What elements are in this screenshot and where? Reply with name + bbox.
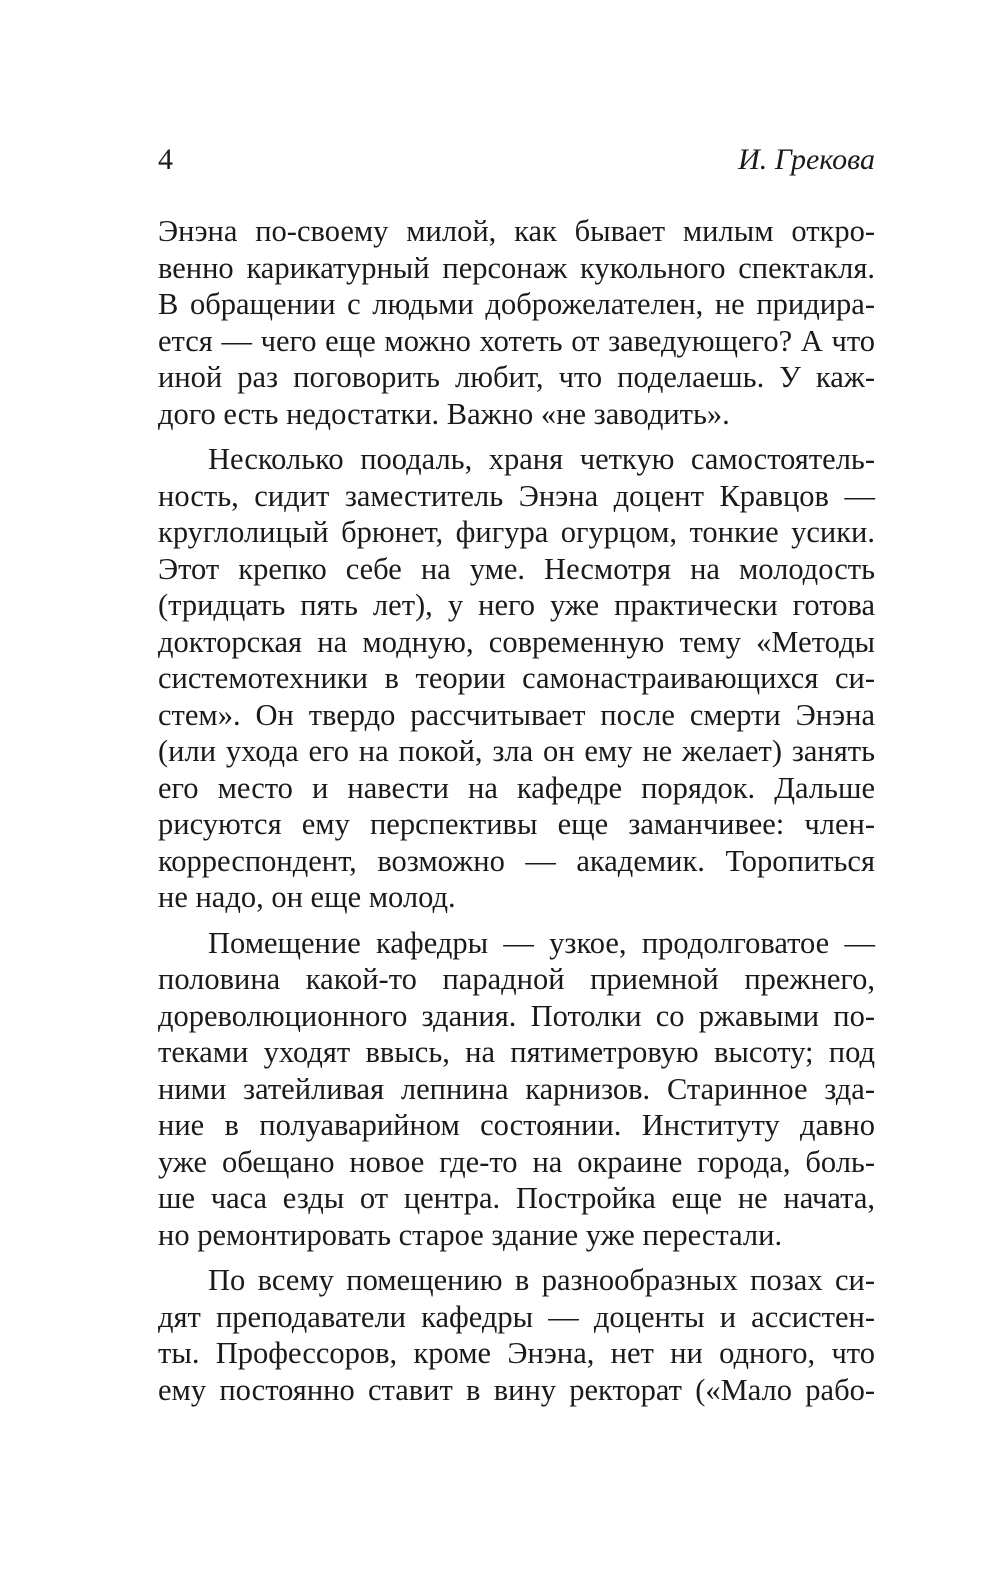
text-line: В обращении с людьми доброжелателен, не придира-: [158, 287, 875, 321]
text-line: Несколько поодаль, храня четкую самостоятель-: [208, 442, 875, 476]
text-line: дят преподаватели кафедры — доценты и ассистен-: [158, 1299, 875, 1334]
text-line: ты. Профессоров, кроме Энэна, нет ни одного, что: [158, 1336, 875, 1370]
text-line: Этот крепко себе на уме. Несмотря на молодость: [158, 551, 875, 586]
text-line: системотехники в теории самонастраивающихся си-: [158, 661, 875, 695]
text-line: венно карикатурный персонаж кукольного спектакля.: [158, 250, 875, 285]
text-line: ется — чего еще можно хотеть от заведующего? А что: [158, 323, 875, 358]
text-line: докторская на модную, современную тему «Методы: [158, 624, 875, 659]
text-line: (тридцать пять лет), у него уже практически готова: [158, 588, 875, 622]
text-line: Энэна по-своему милой, как бывает милым откро-: [158, 214, 875, 248]
text-line: уже обещано новое где-то на окраине города, боль-: [158, 1144, 875, 1179]
text-line: рисуются ему перспективы еще заманчивее: член-: [158, 807, 875, 841]
running-title-author: И. Грекова: [738, 143, 875, 176]
text-line: ними затейливая лепнина карнизов. Старинное зда-: [158, 1071, 875, 1106]
text-line: (или ухода его на покой, зла он ему не желает) занять: [158, 734, 875, 768]
text-line: его место и навести на кафедре порядок. Дальше: [158, 770, 875, 805]
text-line: не надо, он еще молод.: [158, 880, 456, 914]
text-line: половина какой-то парадной приемной прежнего,: [158, 962, 875, 996]
text-line: ность, сидит заместитель Энэна доцент Кравцов —: [158, 478, 875, 513]
text-line: но ремонтировать старое здание уже перестали.: [158, 1217, 783, 1252]
text-line: ше часа езды от центра. Постройка еще не начата,: [158, 1181, 875, 1215]
paragraph-3: [158, 925, 875, 1254]
text-line: корреспондент, возможно — академик. Торопиться: [158, 843, 875, 878]
text-line: дого есть недостатки. Важно «не заводить».: [158, 396, 730, 431]
text-line: дореволюционного здания. Потолки со ржавыми по-: [158, 998, 875, 1033]
text-line: ему постоянно ставит в вину ректорат («Мало рабо-: [158, 1372, 875, 1407]
paragraph-1: [158, 213, 875, 432]
text-line: иной раз поговорить любит, что поделаешь. У каж-: [158, 360, 875, 394]
text-line: теками уходят ввысь, на пятиметровую высоту; под: [158, 1035, 875, 1069]
text-line: Помещение кафедры — узкое, продолговатое —: [208, 925, 875, 960]
text-line: По всему помещению в разнообразных позах си-: [208, 1263, 875, 1297]
text-line: стем». Он твердо рассчитывает после смерти Энэна: [158, 697, 875, 732]
text-line: круглолицый брюнет, фигура огурцом, тонкие усики.: [158, 515, 875, 549]
running-head: [158, 138, 875, 182]
page-number: 4: [158, 143, 173, 176]
paragraph-4: [158, 1262, 875, 1408]
text-line: ние в полуаварийном состоянии. Институту давно: [158, 1108, 875, 1142]
paragraph-2: [158, 441, 875, 916]
body-text: [158, 213, 875, 1417]
